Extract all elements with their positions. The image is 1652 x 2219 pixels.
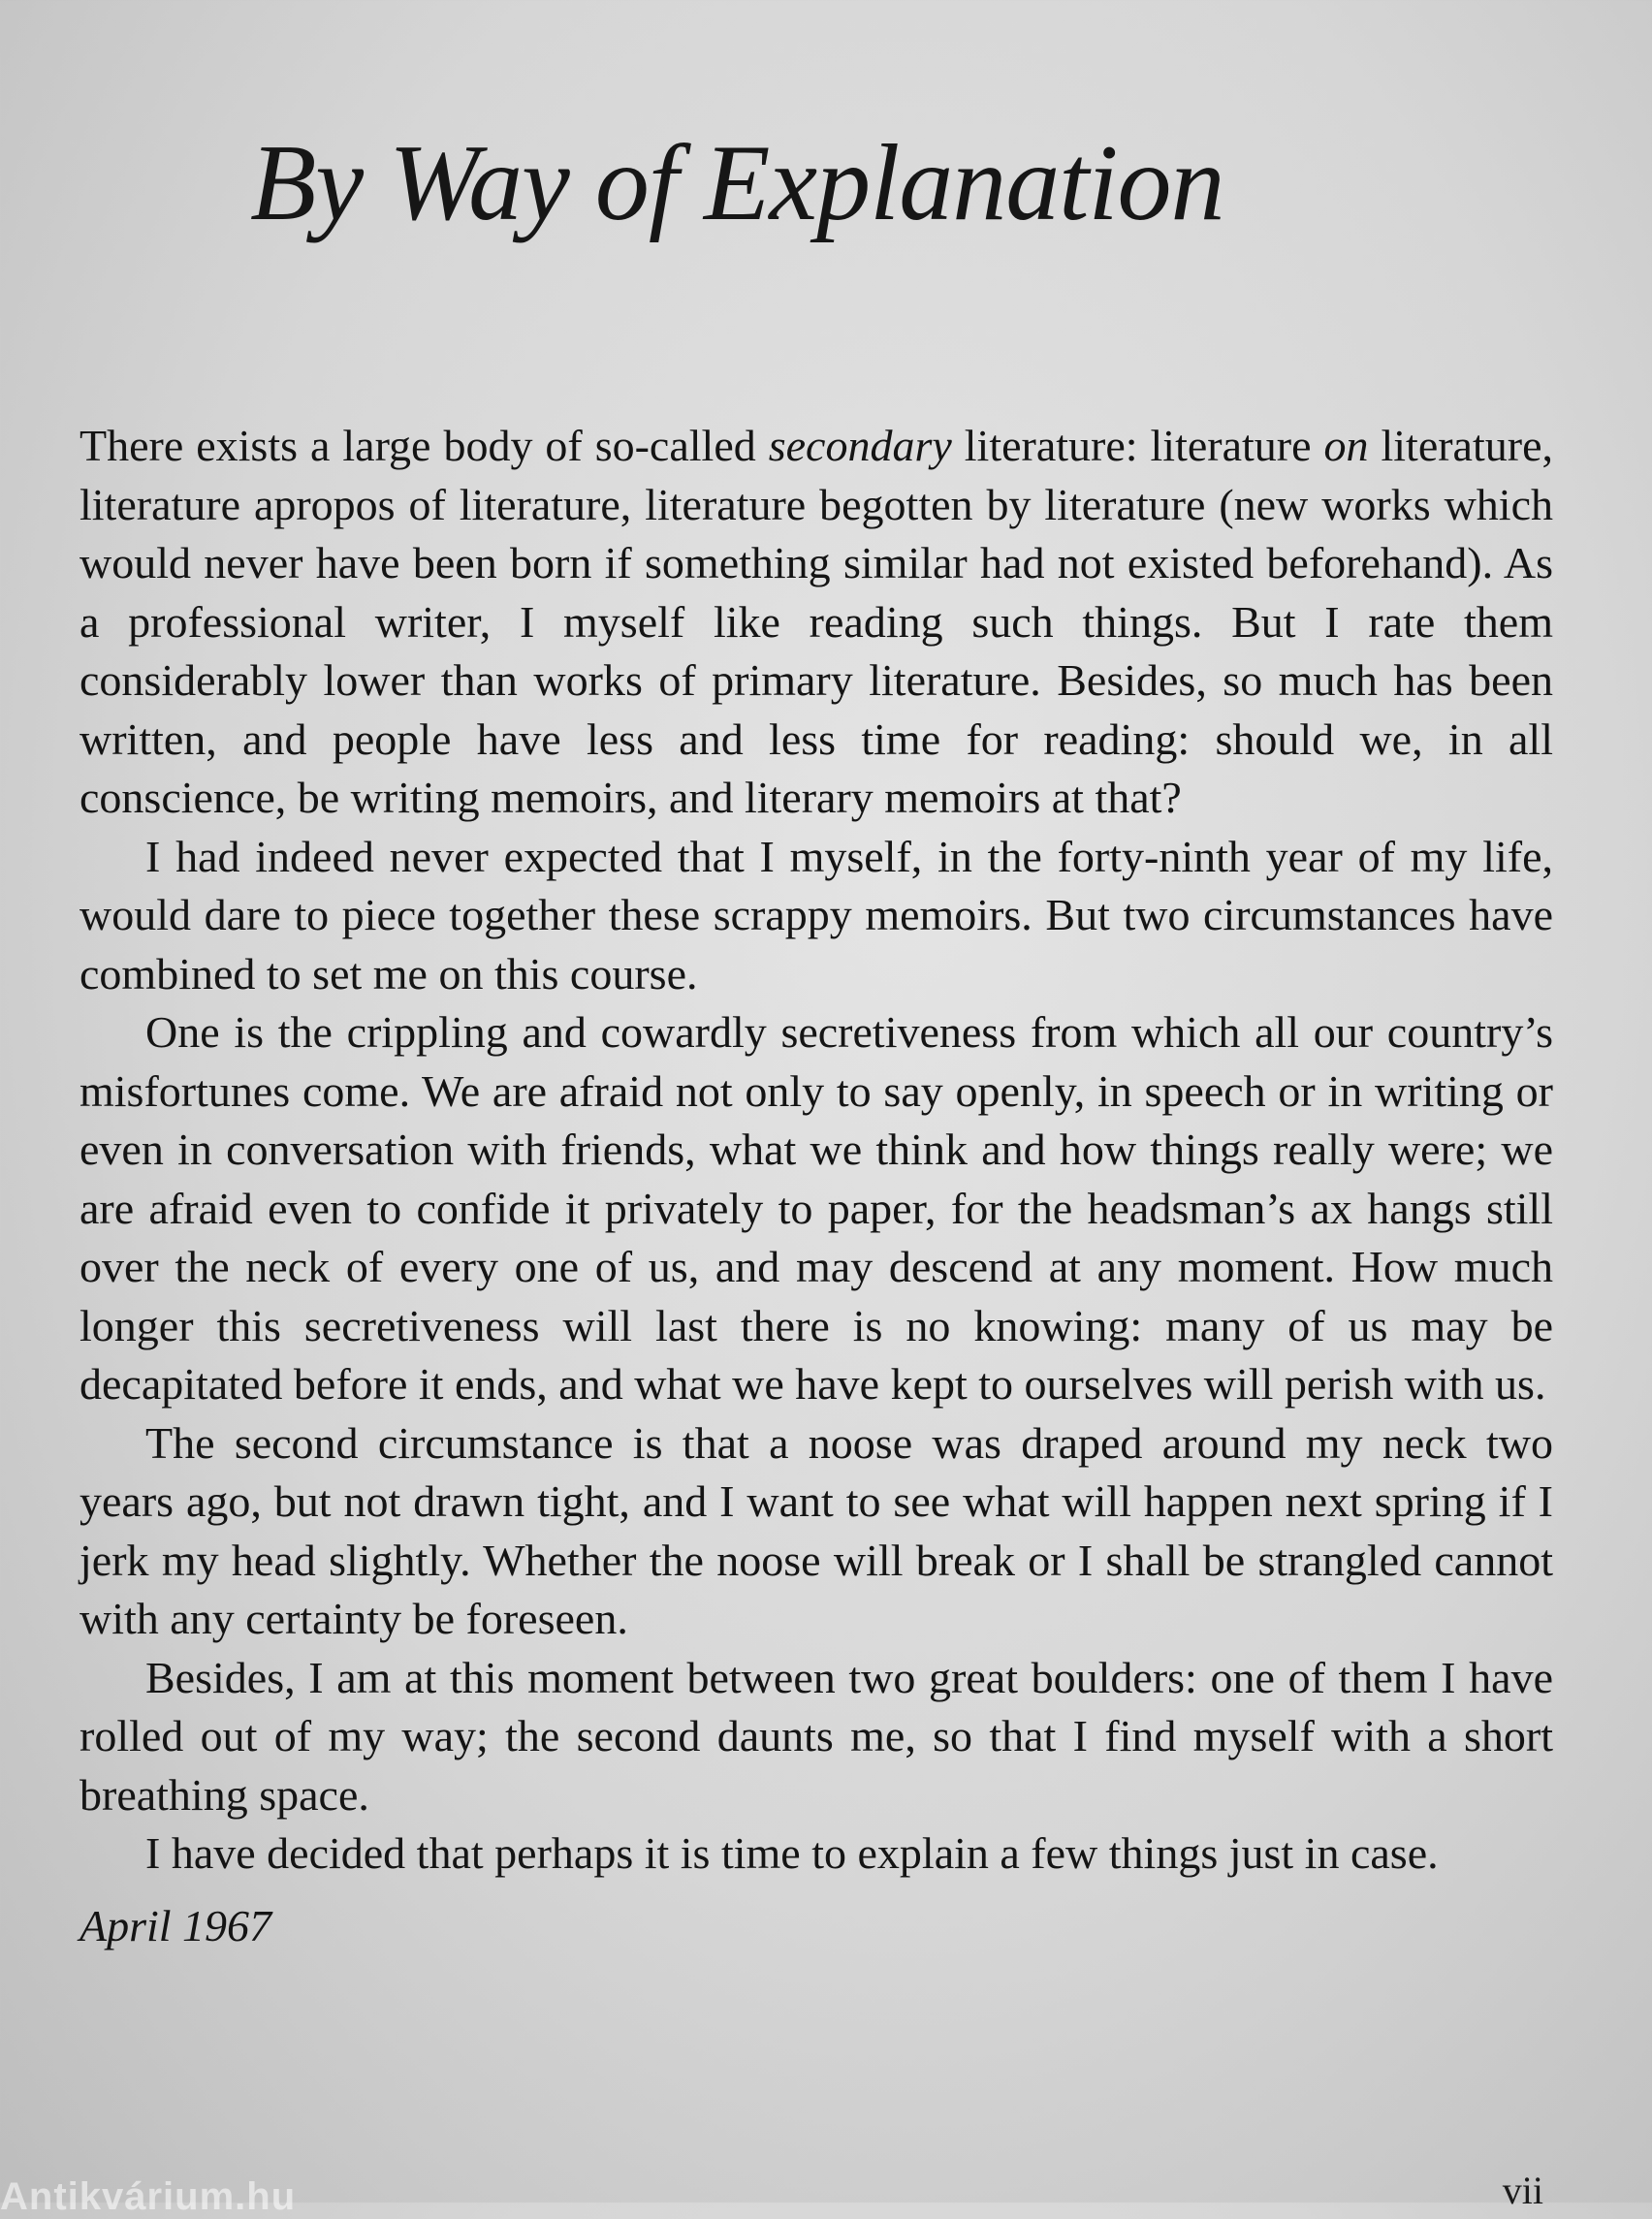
chapter-body xyxy=(79,417,1553,1955)
watermark: Antikvárium.hu xyxy=(0,2175,297,2218)
page-number: vii xyxy=(1502,2169,1543,2212)
date-line: April 1967 xyxy=(79,1900,272,1950)
paragraph-3: One is the crippling and cowardly secretiveness from which all our country’s misfortunes come. We are afraid not only to say openly, in speech or in writing or even in conversation with friends, what we think and how things really were; we are afraid even to confide it privately to paper, for the headsman’s ax hangs still over the neck of every one of us, and may descend at any moment. How much longer this secretiveness will last there is no knowing: many of us may be decapitated before it ends, and what we have kept to ourselves will perish with us. xyxy=(79,1007,1553,1409)
chapter-title: By Way of Explanation xyxy=(250,123,1224,243)
italic-on: on xyxy=(1323,421,1369,470)
paragraph-6: I have decided that perhaps it is time to explain a few things just in case. xyxy=(145,1828,1439,1878)
paragraph-1 xyxy=(79,417,1553,828)
paragraph-1-text-start: There exists a large body of so-called xyxy=(79,421,769,470)
paragraph-1-text-mid: literature: literature xyxy=(951,421,1324,470)
paragraph-1-text-end: literature, literature apropos of literature, literature begotten by literature (new works which would never have been born if something similar had not existed beforehand). As a professional writer, I myself like reading such things. But I rate them considerably lower than works of primary literature. Besides, so much has been written, and people have less and less time for reading: should we, in all conscience, be writing memoirs, and literary memoirs at that? xyxy=(79,421,1553,822)
paragraph-5: Besides, I am at this moment between two great boulders: one of them I have rolled out of my way; the second daunts me, so that I find myself with a short breathing space. xyxy=(79,1652,1553,1820)
paragraph-2: I had indeed never expected that I myself, in the forty-ninth year of my life, would dare to piece together these scrappy memoirs. But two circumstances have combined to set me on this course. xyxy=(79,831,1553,999)
italic-secondary: secondary xyxy=(768,421,952,470)
paragraph-4: The second circumstance is that a noose was draped around my neck two years ago, but not drawn tight, and I want to see what will happen next spring if I jerk my head slightly. Whether the noose will break or I shall be strangled cannot with any certainty be foreseen. xyxy=(79,1417,1553,1643)
